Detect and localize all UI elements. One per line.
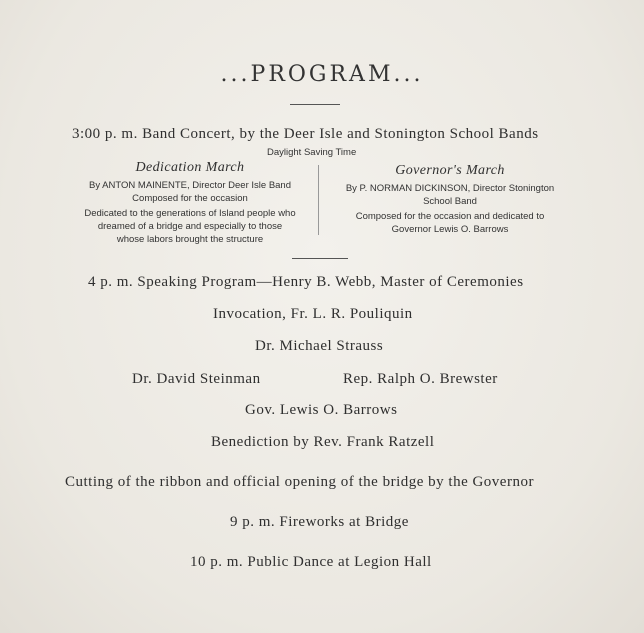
left-piece-composed: Composed for the occasion (132, 193, 248, 204)
title-divider (290, 104, 340, 105)
right-piece-title: Governor's March (395, 163, 505, 178)
concert-subline: Daylight Saving Time (267, 147, 357, 158)
left-piece-dedication-3: whose labors brought the structure (116, 234, 264, 245)
strauss-line: Dr. Michael Strauss (255, 338, 384, 354)
benediction-line: Benediction by Rev. Frank Ratzell (211, 434, 435, 450)
left-piece-dedication-2: dreamed of a bridge and especially to those (97, 221, 283, 232)
brewster-line: Rep. Ralph O. Brewster (343, 371, 498, 387)
ribbon-line: Cutting of the ribbon and official opening of the bridge by the Governor (65, 474, 534, 490)
steinman-line: Dr. David Steinman (132, 371, 261, 387)
speaking-program-line: 4 p. m. Speaking Program—Henry B. Webb, Master of Ceremonies (88, 274, 524, 290)
left-piece-by: By ANTON MAINENTE, Director Deer Isle Band (88, 180, 292, 191)
dance-line: 10 p. m. Public Dance at Legion Hall (190, 554, 432, 570)
page-title: ...PROGRAM... (220, 62, 424, 87)
left-piece-title: Dedication March (135, 160, 245, 175)
right-piece-by-2: School Band (423, 196, 477, 207)
right-piece-composed-1: Composed for the occasion and dedicated to (355, 211, 545, 222)
fireworks-line: 9 p. m. Fireworks at Bridge (230, 514, 409, 530)
section-divider (292, 258, 348, 259)
right-piece-composed-2: Governor Lewis O. Barrows (391, 224, 509, 235)
left-piece-dedication-1: Dedicated to the generations of Island people who (84, 208, 296, 219)
column-divider (318, 165, 319, 235)
barrows-line: Gov. Lewis O. Barrows (245, 402, 398, 418)
right-piece-by-1: By P. NORMAN DICKINSON, Director Stonington (345, 183, 555, 194)
concert-line: 3:00 p. m. Band Concert, by the Deer Isle and Stonington School Bands (72, 126, 539, 142)
invocation-line: Invocation, Fr. L. R. Pouliquin (213, 306, 413, 322)
